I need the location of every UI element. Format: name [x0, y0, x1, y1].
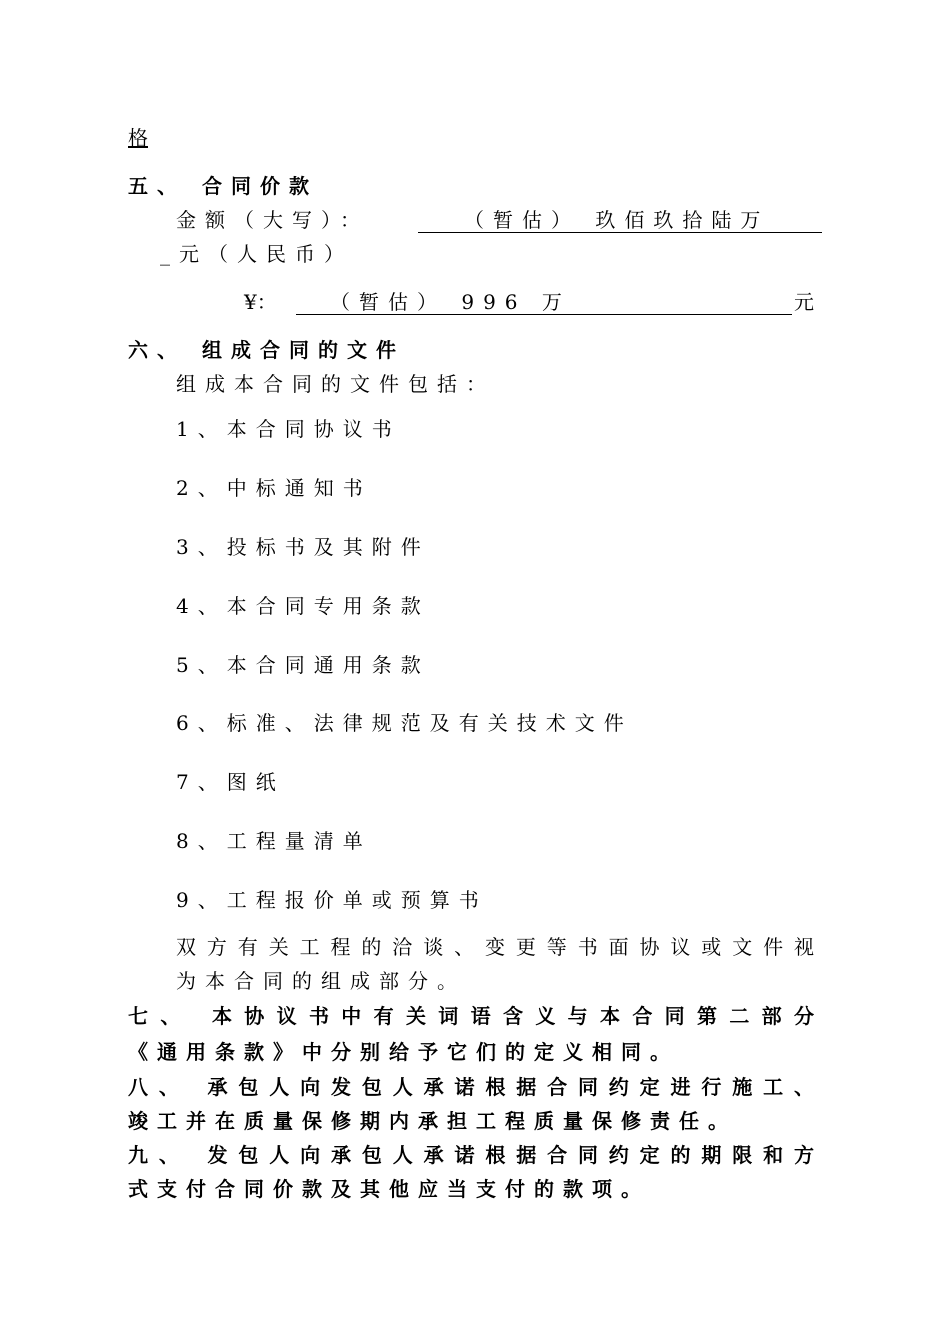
section9-line1: 九、 发包人向承包人承诺根据合同约定的期限和方 — [128, 1143, 814, 1167]
list-item: 2、中标通知书 — [176, 476, 372, 500]
list-item: 6、标准、法律规范及有关技术文件 — [176, 711, 633, 735]
yen-unit: 元 — [794, 290, 814, 314]
section9-line2: 式支付合同价款及其他应当支付的款项。 — [128, 1177, 650, 1201]
section6-closing-line2: 为本合同的组成部分。 — [176, 969, 466, 993]
list-item: 1、本合同协议书 — [176, 417, 401, 441]
section8-line1: 八、 承包人向发包人承诺根据合同约定进行施工、 — [128, 1075, 814, 1099]
amount-upper-text: （暂估） 玖佰玖拾陆万 — [418, 208, 822, 233]
yen-value: （暂估） 996 万 — [296, 290, 792, 315]
amount-upper-label: 金额（大写）： — [176, 208, 369, 232]
list-item: 8、工程量清单 — [176, 829, 372, 853]
section6-intro: 组成本合同的文件包括： — [176, 372, 495, 396]
section7-line1: 七、 本协议书中有关词语含义与本合同第二部分 — [128, 1004, 814, 1028]
list-item: 3、投标书及其附件 — [176, 535, 430, 559]
yen-label: ¥： — [244, 290, 277, 314]
amount-upper-value — [418, 208, 822, 233]
amount-upper-tail: _元（人民币） — [160, 242, 353, 266]
section8-line2: 竣工并在质量保修期内承担工程质量保修责任。 — [128, 1109, 737, 1133]
list-item: 7、图纸 — [176, 770, 285, 794]
list-item: 5、本合同通用条款 — [176, 653, 430, 677]
section6-closing-line1: 双方有关工程的洽谈、变更等书面协议或文件视 — [176, 935, 814, 959]
list-item: 4、本合同专用条款 — [176, 594, 430, 618]
section5-heading: 五、 合同价款 — [128, 174, 318, 198]
top-fragment: 格 — [128, 126, 148, 150]
list-item: 9、工程报价单或预算书 — [176, 888, 488, 912]
section7-line2: 《通用条款》中分别给予它们的定义相同。 — [128, 1040, 679, 1064]
section6-heading: 六、 组成合同的文件 — [128, 338, 405, 362]
yen-value-line — [296, 290, 792, 315]
